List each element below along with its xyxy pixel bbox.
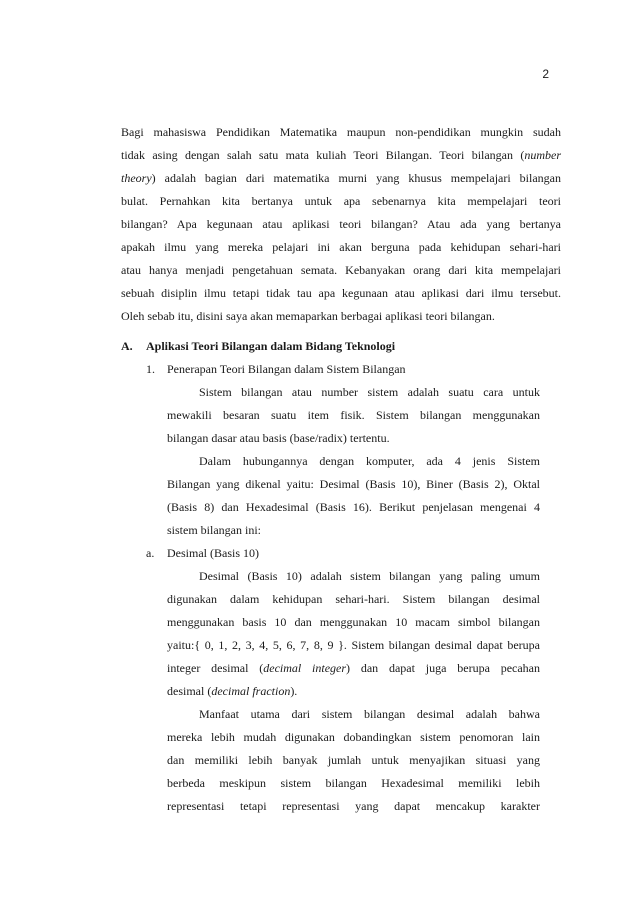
intro-line-4: bulat. Pernahkan kita bertanya untuk apa sebenarnya kita mempelajari teori xyxy=(121,194,561,208)
intro-italic-term: number xyxy=(524,148,561,162)
sub1-p2-line-4: sistem bilangan ini: xyxy=(167,523,261,537)
sub-a-p2-line-1: Manfaat utama dari sistem bilangan desimal adalah bahwa xyxy=(199,707,540,721)
intro-line-8: sebuah disiplin ilmu tetapi tidak tau apa kegunaan atau aplikasi dari ilmu tersebut. xyxy=(121,286,561,300)
sub-a-p2-line-3: dan memiliki lebih banyak jumlah untuk menyajikan situasi yang xyxy=(167,753,540,767)
sub-a-text: ) dan dapat juga berupa pecahan xyxy=(346,661,541,675)
sub-a-text: integer desimal ( xyxy=(167,661,264,675)
sub-a-marker: a. xyxy=(146,546,155,560)
sub-a-p2-line-2: mereka lebih mudah digunakan dobandingkan sistem penomoran lain xyxy=(167,730,540,744)
intro-line-3 xyxy=(121,171,561,185)
intro-text: tidak asing dengan salah satu mata kuliah Teori Bilangan. Teori bilangan ( xyxy=(121,148,525,162)
intro-line-5: bilangan? Apa kegunaan atau aplikasi teori bilangan? Atau ada yang bertanya xyxy=(121,217,561,231)
sub1-p1-line-1: Sistem bilangan atau number sistem adalah suatu cara untuk xyxy=(199,385,540,399)
sub-a-p1-line-1: Desimal (Basis 10) adalah sistem bilangan yang paling umum xyxy=(199,569,540,583)
section-a-marker: A. xyxy=(121,339,133,353)
sub-a-p1-line-3: menggunakan basis 10 dan menggunakan 10 macam simbol bilangan xyxy=(167,615,540,629)
sub-a-text: ). xyxy=(290,684,298,698)
sub1-p2-line-1: Dalam hubungannya dengan komputer, ada 4 jenis Sistem xyxy=(199,454,540,468)
page-number: 2 xyxy=(542,67,549,81)
sub1-p2-line-2: Bilangan yang dikenal yaitu: Desimal (Basis 10), Biner (Basis 2), Oktal xyxy=(167,477,540,491)
sub1-p1-line-3: bilangan dasar atau basis (base/radix) tertentu. xyxy=(167,431,390,445)
intro-line-2 xyxy=(121,148,561,162)
intro-line-6: apakah ilmu yang mereka pelajari ini akan berguna pada kehidupan sehari-hari xyxy=(121,240,561,254)
intro-text: ) adalah bagian dari matematika murni yang khusus mempelajari bilangan xyxy=(151,171,561,185)
sub1-title: Penerapan Teori Bilangan dalam Sistem Bilangan xyxy=(167,362,406,376)
sub-a-title: Desimal (Basis 10) xyxy=(167,546,259,560)
section-a-title: Aplikasi Teori Bilangan dalam Bidang Teknologi xyxy=(146,339,396,353)
sub-a-p1-line-2: digunakan dalam kehidupan sehari-hari. Sistem bilangan desimal xyxy=(167,592,540,606)
sub-a-p1-line-5 xyxy=(167,661,540,675)
sub-a-p1-line-4: yaitu:{ 0, 1, 2, 3, 4, 5, 6, 7, 8, 9 }. Sistem bilangan desimal dapat berupa xyxy=(167,638,540,652)
intro-italic-term: theory xyxy=(121,171,152,185)
intro-line-1: Bagi mahasiswa Pendidikan Matematika maupun non-pendidikan mungkin sudah xyxy=(121,125,561,139)
sub-a-italic-term: decimal fraction xyxy=(211,684,291,698)
sub1-p2-line-3: (Basis 8) dan Hexadesimal (Basis 16). Berikut penjelasan mengenai 4 xyxy=(167,500,540,514)
intro-line-9: Oleh sebab itu, disini saya akan memaparkan berbagai aplikasi teori bilangan. xyxy=(121,309,495,323)
sub-a-p2-line-4: berbeda meskipun sistem bilangan Hexadesimal memiliki lebih xyxy=(167,776,540,790)
intro-line-7: atau hanya menjadi pengetahuan semata. Kebanyakan orang dari kita mempelajari xyxy=(121,263,561,277)
sub1-marker: 1. xyxy=(146,362,155,376)
sub-a-italic-term: decimal integer xyxy=(263,661,347,675)
sub-a-text: desimal ( xyxy=(167,684,212,698)
sub-a-p1-line-6 xyxy=(167,684,297,698)
sub-a-p2-line-5: representasi tetapi representasi yang dapat mencakup karakter xyxy=(167,799,540,813)
sub1-p1-line-2: mewakili besaran suatu item fisik. Sistem bilangan menggunakan xyxy=(167,408,540,422)
